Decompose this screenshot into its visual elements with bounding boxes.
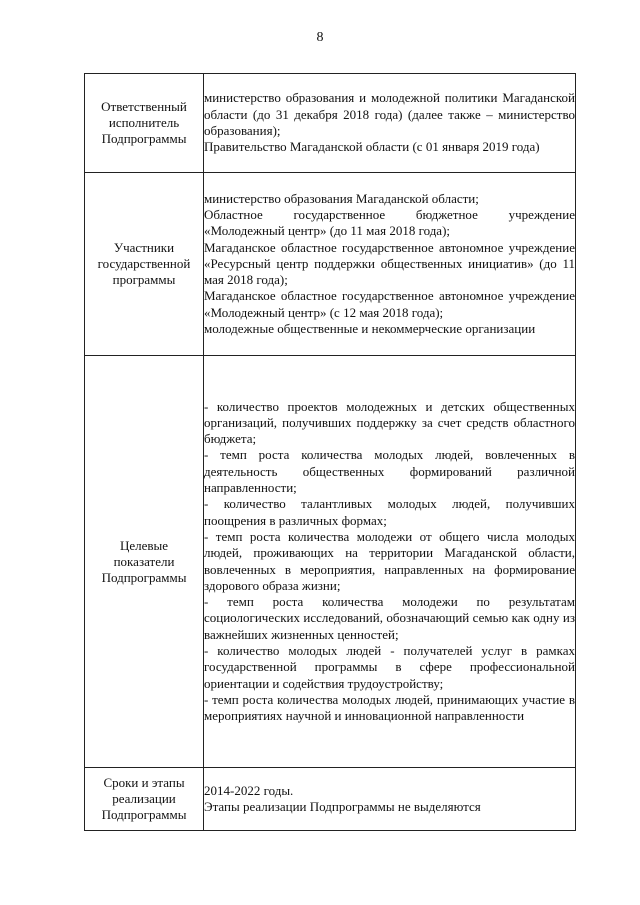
table-row — [85, 74, 576, 173]
row-label-line: исполнитель — [108, 115, 180, 130]
content-paragraph: 2014-2022 годы. — [204, 782, 294, 798]
content-paragraph: Магаданское областное государственное автономное учреждение «Молодежный центр» (с 12 мая 2018 года); — [204, 288, 575, 320]
content-paragraph: Магаданское областное государственное автономное учреждение «Ресурсный центр поддержки общественных инициатив» (до 11 мая 2018 года); — [204, 239, 575, 288]
row-label-line: Целевые — [119, 537, 169, 553]
row-content — [204, 768, 576, 831]
subprogram-passport-table — [84, 73, 576, 831]
row-label — [85, 356, 204, 768]
table-row — [85, 768, 576, 831]
table-row — [85, 173, 576, 356]
row-label — [85, 768, 204, 831]
row-label-line: Подпрограммы — [101, 569, 187, 585]
row-label-line: Участники — [113, 240, 175, 255]
content-paragraph: - количество талантливых молодых людей, получивших поощрения в различных формах; — [204, 496, 575, 528]
row-label-line: Сроки и этапы — [103, 775, 185, 790]
content-paragraph: - количество проектов молодежных и детских общественных организаций, получивших поддержку за счет средств областного бюджета; — [204, 398, 575, 447]
row-label-line: реализации — [112, 791, 176, 806]
content-paragraph: Правительство Магаданской области (с 01 января 2019 года) — [204, 139, 540, 155]
content-paragraph: молодежные общественные и некоммерческие организации — [204, 321, 536, 337]
row-label-line: программы — [112, 272, 176, 287]
content-paragraph: Этапы реализации Подпрограммы не выделяются — [204, 799, 481, 814]
row-label-line: Ответственный — [101, 99, 187, 114]
content-paragraph: - темп роста количества молодежи по результатам социологических исследований, обозначающий семью как одну из важнейших жизненных ценностей; — [204, 594, 575, 642]
row-content — [204, 74, 576, 173]
content-paragraph: - темп роста количества молодых людей, вовлеченных в деятельность общественных формирований различной направленности; — [204, 447, 575, 496]
content-paragraph: министерство образования и молодежной политики Магаданской области (до 31 декабря 2018 года) (далее также – министерство образования); — [204, 90, 575, 138]
row-label — [85, 173, 204, 356]
content-paragraph: Областное государственное бюджетное учреждение «Молодежный центр» (до 11 мая 2018 года); — [204, 206, 575, 239]
table-row — [85, 356, 576, 768]
row-label-line: Подпрограммы — [101, 131, 187, 146]
page-number: 8 — [316, 30, 324, 45]
row-content — [204, 356, 576, 768]
row-label-line: Подпрограммы — [101, 807, 187, 822]
row-content — [204, 173, 576, 356]
row-label-line: государственной — [97, 256, 191, 271]
content-paragraph: - темп роста количества молодых людей, принимающих участие в мероприятиях научной и инновационной направленности — [204, 691, 575, 724]
row-label — [85, 74, 204, 173]
content-paragraph: министерство образования Магаданской области; — [204, 190, 479, 206]
row-label-line: показатели — [113, 553, 175, 569]
content-paragraph: - количество молодых людей - получателей услуг в рамках государственной программы в сфере профессиональной ориентации и содействия трудоустройству; — [204, 642, 575, 691]
content-paragraph: - темп роста количества молодежи от общего числа молодых людей, проживающих на территории Магаданской области, вовлеченных в мероприятия, направленных на формирование здорового образа жизни; — [204, 528, 575, 593]
